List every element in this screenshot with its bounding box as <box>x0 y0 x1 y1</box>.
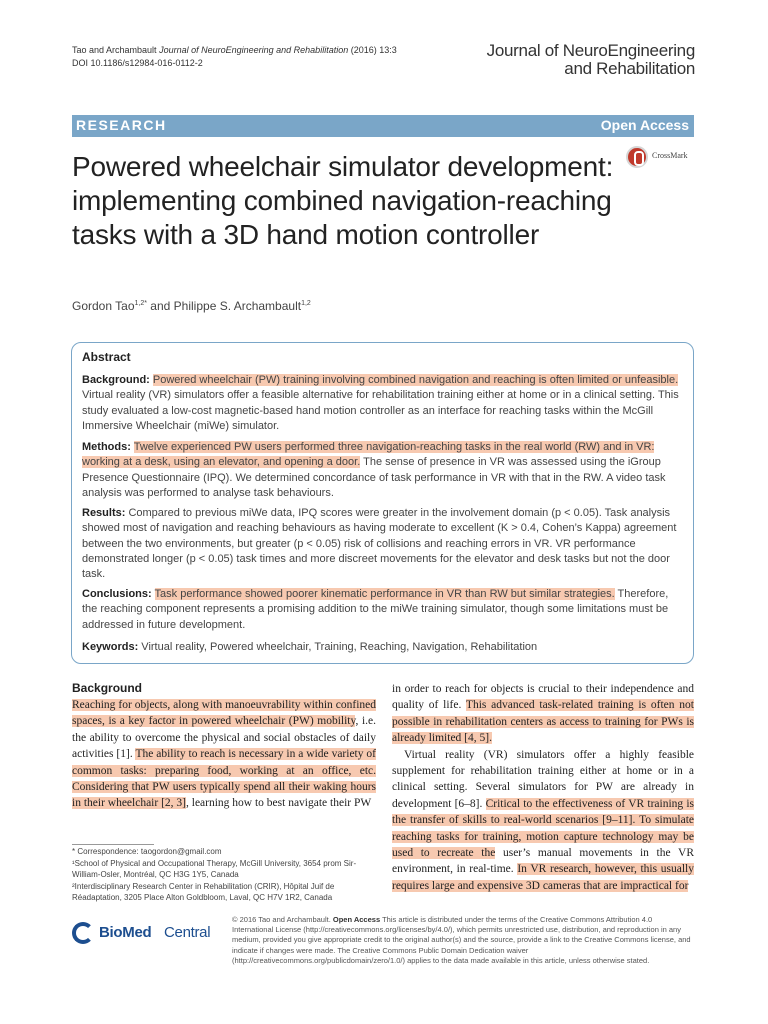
body-text: , i.e. the ability to overcome the physical and social obstacles of daily activities [1]. <box>72 715 376 761</box>
highlight: In VR research, however, this usually requires large and expensive 3D cameras that are impractical for <box>392 863 694 892</box>
abstract-text: Virtual reality (VR) simulators offer a feasible alternative for rehabilitation training either at home or in a clinical setting. This study evaluated a low-cost magnetic-based hand motion controller as an interface for reaching tasks within the McGill Immersive Wheelchair (miWe) simulator. <box>82 389 679 432</box>
abstract-text: The sense of presence in VR was assessed using the iGroup Presence Questionnaire (IPQ). We determined concordance of task performance in VR with that in the RW. A video task analysis was performed to analyse task behaviours. <box>82 456 666 499</box>
journal-name-line1: Journal of NeuroEngineering <box>486 41 695 60</box>
body-paragraph <box>392 681 694 747</box>
license-lead: © 2016 Tao and Archambault. <box>232 915 333 924</box>
crossmark-badge[interactable] <box>626 146 706 170</box>
abstract-keywords <box>82 640 686 655</box>
abstract-background <box>82 373 686 434</box>
license-statement <box>232 915 694 966</box>
section-heading-background: Background <box>72 681 143 695</box>
author-name[interactable]: Philippe S. Archambault <box>173 299 302 313</box>
affiliation-2: ²Interdisciplinary Research Center in Rehabilitation (CRIR), Hôpital Juif de Réadaptation, 3205 Place Alton Goldbloom, Laval, QC H7V 1R2, Canada <box>72 881 335 902</box>
highlight: Critical to the effectiveness of VR training is the transfer of skills to real-world scenarios [9–11]. To simulate reaching tasks for training, motion capture technology may be used to recreate the <box>392 797 694 860</box>
body-column-left <box>72 697 376 812</box>
abstract-background-label: Background: <box>82 374 150 386</box>
abstract-methods <box>82 440 686 501</box>
abstract-methods-label: Methods: <box>82 441 131 453</box>
author-name[interactable]: Gordon Tao <box>72 299 135 313</box>
cite-authors: Tao and Archambault <box>72 45 157 55</box>
body-text: , learning how to best navigate their PW <box>186 797 372 810</box>
cite-journal: Journal of NeuroEngineering and Rehabilitation <box>159 45 349 55</box>
footnotes <box>72 846 382 904</box>
highlight: Powered wheelchair (PW) training involving combined navigation and reaching is often limited or unfeasible. <box>152 374 679 386</box>
article-type-bar <box>72 115 694 137</box>
abstract-text: Therefore, the reaching component represents a promising addition to the miWe training simulator, though some limitations must be addressed in future development. <box>82 588 669 631</box>
abstract-conclusions-label: Conclusions: <box>82 588 152 600</box>
highlight: Task performance showed poorer kinematic performance in VR than RW but similar strategies. <box>154 588 615 600</box>
keywords-text: Virtual reality, Powered wheelchair, Training, Reaching, Navigation, Rehabilitation <box>138 641 538 653</box>
license-open-access: Open Access <box>332 915 381 924</box>
author-conjunction: and <box>146 299 174 313</box>
highlight: Twelve experienced PW users performed three navigation-reaching tasks in the real world (RW) and in VR: working at a desk, using an elevator, and opening a door. <box>82 441 655 469</box>
article-title: Powered wheelchair simulator development: implementing combined navigation-reaching tasks with a 3D hand motion controller <box>72 151 614 250</box>
abstract-text: Compared to previous miWe data, IPQ scores were greater in the involvement domain (p < 0.05). Task analysis showed most of navigation and reaching behaviours as having moderate to excellent (K > 0.4, Cohen’s Kappa) agreement between the two environments, but greater (p < 0.05) risk of collisions and reaching errors in VR. VR performance demonstrated longer (p < 0.05) task times and more discreet movements for the elevator and desk tasks but not the door task. <box>82 507 677 581</box>
crossmark-icon <box>626 146 648 168</box>
doi[interactable]: DOI 10.1186/s12984-016-0112-2 <box>72 58 203 68</box>
highlight: The ability to reach is necessary in a wide variety of common tasks: preparing food, working at an office, etc. Considering that PW users typically spend all their waking hours in their wheelchair [2, 3] <box>72 748 376 810</box>
cite-year-vol: (2016) 13:3 <box>348 45 397 55</box>
abstract-conclusions <box>82 587 686 633</box>
body-paragraph <box>392 747 694 895</box>
journal-logo <box>487 42 695 78</box>
journal-name-line2: and Rehabilitation <box>564 59 695 78</box>
license-text: This article is distributed under the terms of the Creative Commons Attribution 4.0 International License (http://creativecommons.org/licenses/by/4.0/), which permits unrestricted use, distribution, and reproduction in any medium, provided you give appropriate credit to the original author(s) and the source, provide a link to the Creative Commons license, and indicate if changes were made. The Creative Commons Public Domain Dedication waiver (http://creativecommons.org/publicdomain/zero/1.0/) applies to the data made available in this article, unless otherwise stated. <box>232 915 691 965</box>
affiliation-1: ¹School of Physical and Occupational Therapy, McGill University, 3654 prom Sir-William-Osler, Montréal, QC H3G 1Y5, Canada <box>72 858 357 879</box>
highlight: This advanced task-related training is often not possible in rehabilitation centers as access to training for PWs is already limited [4, 5]. <box>392 699 694 745</box>
author-affiliation: 1,2* <box>134 300 147 307</box>
body-text: in order to reach for objects is crucial to their independence and quality of life. <box>392 683 694 712</box>
highlight: Reaching for objects, along with manoeuvrability within confined spaces, is a key factor in powered wheelchair (PW) mobility <box>72 699 376 728</box>
citation-header <box>72 44 452 70</box>
body-column-right <box>392 681 694 894</box>
keywords-label: Keywords: <box>82 641 139 653</box>
correspondence: * Correspondence: taogordon@gmail.com <box>72 847 222 856</box>
body-text: Virtual reality (VR) simulators offer a highly feasible supplement for rehabilitation training either at home or in a clinical setting. Several simulators for PW are already in development [6–8]. <box>392 748 694 810</box>
abstract-heading: Abstract <box>82 350 131 364</box>
biomed-logo-icon <box>72 922 94 944</box>
biomed-central-logo <box>72 920 222 950</box>
author-affiliation: 1,2 <box>301 300 311 307</box>
abstract-results <box>82 506 686 582</box>
abstract-results-label: Results: <box>82 507 126 519</box>
article-type-label: RESEARCH <box>76 117 167 133</box>
publisher-name-2: Central <box>164 924 211 941</box>
body-text: user’s manual movements in the VR environment, in real-time. <box>392 847 695 876</box>
footnote-divider <box>72 844 154 845</box>
author-list <box>72 299 311 313</box>
open-access-label: Open Access <box>600 117 689 133</box>
crossmark-label: CrossMark <box>652 151 688 160</box>
publisher-name-1: BioMed <box>99 924 152 941</box>
